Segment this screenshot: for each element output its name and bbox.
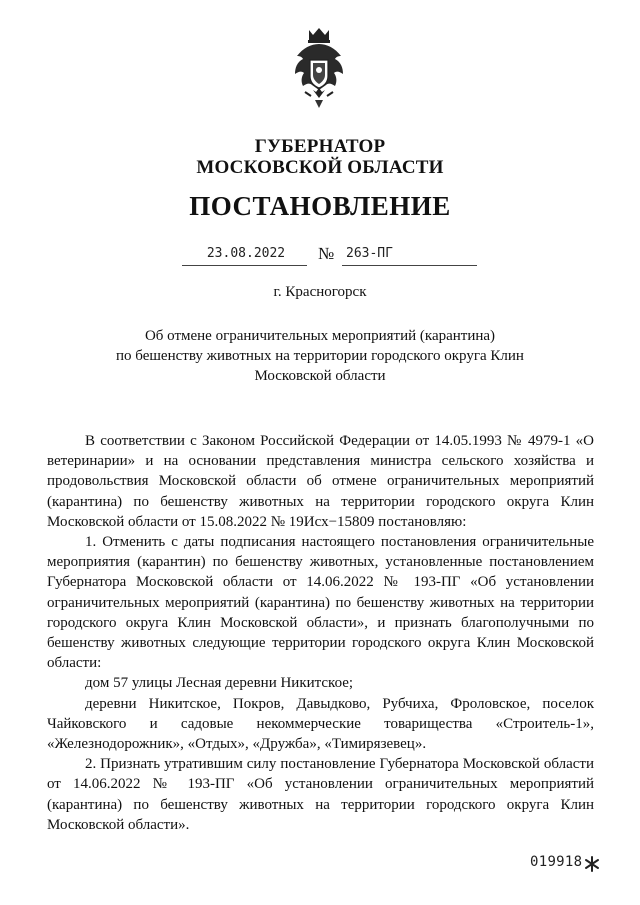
- subject-line: Московской области: [254, 368, 386, 384]
- document-subject: [90, 326, 550, 386]
- paragraph-territory-1: дом 57 улицы Лесная деревни Никитское;: [85, 675, 354, 692]
- authority-title-line2: МОСКОВСКОЙ ОБЛАСТИ: [196, 157, 444, 178]
- registration-row: [0, 244, 640, 268]
- number-sign: №: [318, 244, 335, 263]
- paragraph-item-1: 1. Отменить с даты подписания настоящего постановления ограничительные мероприятия (карантин) по бешенству животных, установленные постановлением Губернатора Московской области от 14.06.2022 № 193-ПГ «Об установлении ограничительных мероприятий (карантина) по бешенству животных на территории городского округа Клин Московской области», и признать благополучными по бешенству животных следующие территории городского округа Клин Московской области:: [47, 534, 594, 672]
- number-underline: [342, 265, 477, 266]
- date-underline: [182, 265, 307, 266]
- document-number: 263-ПГ: [346, 246, 393, 261]
- place-of-issue: г. Красногорск: [273, 284, 367, 300]
- document-serial-number: 019918: [530, 854, 583, 870]
- subject-line: Об отмене ограничительных мероприятий (карантина): [144, 328, 496, 344]
- paragraph-item-2: 2. Признать утратившим силу постановление Губернатора Московской области от 14.06.2022 № 193-ПГ «Об установлении ограничительных мероприятий (карантина) по бешенству животных на территории городского округа Клин Московской области».: [47, 756, 594, 833]
- paragraph-territory-2: деревни Никитское, Покров, Давыдково, Рубчиха, Фроловское, поселок Чайковского и садовые некоммерческие товарищества «Строитель-1», «Железнодорожник», «Отдых», «Дружба», «Тимирязевец».: [47, 695, 594, 753]
- coat-of-arms-icon: [291, 26, 347, 110]
- document-date: 23.08.2022: [206, 246, 286, 261]
- paragraph-preamble: В соответствии с Законом Российской Федерации от 14.05.1993 № 4979-1 «О ветеринарии» и на основании представления министра сельского хозяйства и продовольствия Московской области об отмене ограничительных мероприятий (карантина) по бешенству животных на территории городского округа Клин Московской области от 15.08.2022 № 19Исх−15809 постановляю:: [47, 433, 594, 530]
- authority-title-line1: ГУБЕРНАТОР: [254, 136, 386, 157]
- subject-line: по бешенству животных на территории городского округа Клин: [116, 348, 524, 364]
- document-body: [47, 431, 594, 835]
- asterisk-icon: [584, 856, 600, 872]
- document-type-title: ПОСТАНОВЛЕНИЕ: [189, 191, 451, 221]
